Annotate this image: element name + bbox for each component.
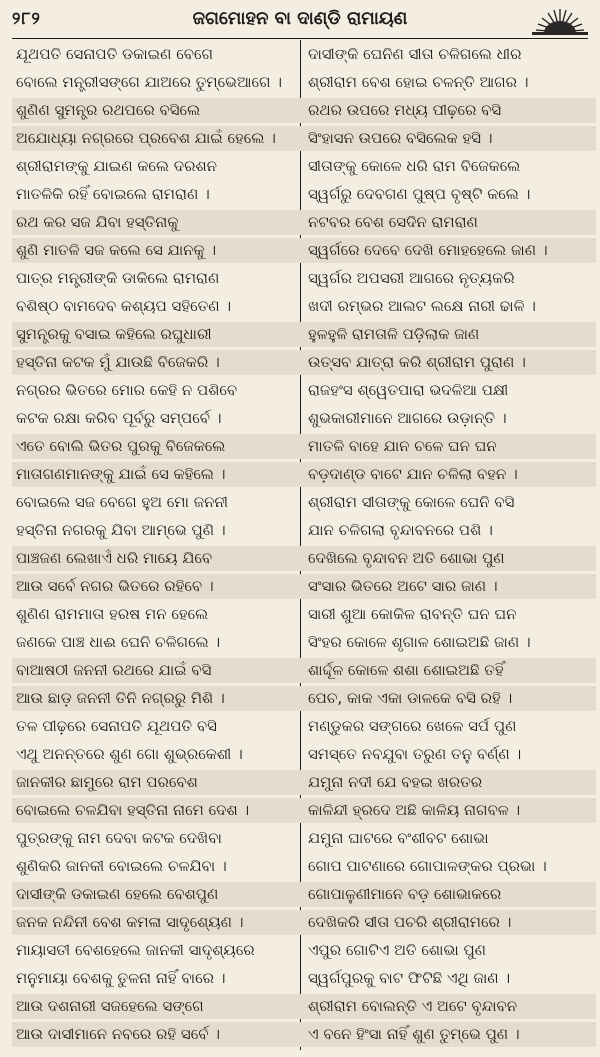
verse-line: ଜାନକୀର ଛାମୁରେ ରାମ ପରବେଶ — [12, 770, 304, 795]
running-title: ଜଗମୋହନ ବା ଦାଣ୍ଡି ରାମାୟଣ — [192, 8, 408, 29]
verse-line: ବୋଲେ ମନ୍ତ୍ରୀସଙ୍ଗେ ଯାଅରେ ତୁମ୍ଭେଆଗେ । — [16, 73, 283, 91]
verse-line: ମାତଳି ବାହେ ଯାନ ଚଳେ ଘନ ଘନ — [304, 434, 596, 459]
verse-line: ଶୁଣିଣ ସୁମନ୍ତ୍ର ରଥପରେ ବସିଲେ — [12, 98, 304, 123]
verse-line: ସାରୀ ଶୁଆ କୋକିଳ ରାବନ୍ତି ଘନ ଘନ — [308, 605, 517, 623]
verse-line: ତଳ ପୀଢ଼ରେ ସେନାପତି ଯୂଥପତି ବସି — [16, 717, 217, 735]
verse-line: ଅଯୋଧ୍ୟା ନଗ୍ରରେ ପ୍ରବେଶ ଯାଇଁ ହେଲେ । — [12, 126, 304, 151]
verse-line: ଆଉ ଛାଡ଼ ଜନନୀ ତିନି ନଗ୍ରରୁ ମିଶି । — [12, 686, 304, 711]
verse-line: ଜଣକେ ପାଞ୍ଚ ଧାଈ ଘେନି ଚଳିଗଲେ । — [16, 633, 221, 651]
verse-line: ମାତାଗଣମାନଙ୍କୁ ଯାଇଁ ସେ କହିଲେ । — [12, 462, 304, 487]
left-verse-column — [12, 42, 304, 1047]
verse-line: ସମସ୍ତେ ନବଯୁବା ତରୁଣ ତନୁ ବର୍ଣ୍ଣ । — [308, 745, 522, 763]
verse-line: ଏ ବନେ ହିଂସା ନାହିଁ ଶୁଣ ତୁମ୍ଭେ ପୁଣ । — [304, 1022, 596, 1047]
verse-line: ଜନକ ନନ୍ଦିନୀ ବେଶ କମଳା ସାଦୃଶ୍ୟେଣ । — [12, 910, 304, 935]
verse-line: ଦାସୀଙ୍କି ଡକାଇଣ ହେଲେ ବେଶପୁଣ — [12, 882, 304, 907]
header-rule — [12, 38, 588, 39]
verse-line: ହସ୍ତିନା ନଗରକୁ ଯିବା ଆମ୍ଭେ ପୁଣି । — [16, 521, 226, 539]
verse-line: ବଡ଼ଦାଣ୍ଡ ବାଟେ ଯାନ ଚଳିଲା ବହନ । — [304, 462, 596, 487]
verse-line: ନଟବର ବେଶ ସେଦିନ ରାମରାଣ — [304, 210, 596, 235]
verse-line: ପାଞ୍ଚଜଣ ଲେଖାଏଁ ଧରି ମାୟେ ଯିବେ — [12, 546, 304, 571]
verse-line: ଯୂଥପତି ସେନାପତି ଡକାଇଣ ବେଗେ — [16, 45, 214, 63]
verse-line: ପୁତ୍ରଙ୍କୁ ନାମ ଦେବା କଟକ ଦେଖିବା — [16, 829, 222, 847]
verse-line: ମାତଳିକି ରହିଁ ବୋଇଲେ ରାମରାଣ । — [16, 185, 210, 203]
verse-line: ପେଚ, କାକ ଏକା ଡାଳକେ ବସି ରହି । — [304, 686, 596, 711]
verse-line: ବାଆଷଠୀ ଜନନୀ ରଥରେ ଯାଇଁ ବସି — [12, 658, 304, 683]
verse-line: ବଶିଷ୍ଠ ବାମଦେବ କଶ୍ୟପ ସହିତେଣ । — [16, 297, 232, 315]
right-verse-column — [304, 42, 596, 1047]
verse-line: ହୁଳହୁଳି ରାମତାଳି ପଡ଼ିଲାକ ଜାଣ — [304, 322, 596, 347]
verse-line: ସିଂହାସନ ଉପରେ ବସିଲେକ ହସି । — [304, 126, 596, 151]
verse-line: ଆଉ ସର୍ବେ ନଗର ଭିତରେ ରହିବେ । — [12, 574, 304, 599]
verse-line: ମନୁମାୟା ବେଶକୁ ତୁଳନା ନାହିଁ ବାରେ । — [16, 969, 226, 987]
verse-line: ହସ୍ତିନା କଟକ ମୁଁ ଯାଉଛି ବିଜେକରି । — [12, 350, 304, 375]
verse-line: ରାଜହଂସ ଶ୍ୱେତପାରା ଭଦଳିଆ ପକ୍ଷୀ — [308, 381, 509, 399]
verse-line: ବୋଇଲେ ଚଳଯିବା ହସ୍ତିନା ନାମେ ଦେଶ । — [12, 798, 304, 823]
verse-line: ଶ୍ରୀରାମ ବୋଲନ୍ତି ଏ ଅଟେ ବୃନ୍ଦାବନ — [304, 994, 596, 1019]
rising-sun-logo-icon — [530, 6, 590, 36]
verse-line: ଶ୍ରୀରାମ ବେଶ ହୋଇ ଚଳନ୍ତି ଆଗର । — [308, 73, 529, 91]
verse-line: ମାୟାସତୀ ବେଶହେଲେ ଜାନକୀ ସାଦୃଶ୍ୟରେ — [16, 941, 255, 959]
verse-line: କଟକ ରକ୍ଷା କରିବ ପୂର୍ବରୁ ସମ୍ପର୍ବେ । — [16, 409, 222, 427]
verse-line: ଗୋପାଳୁଣୀମାନେ ବଡ଼ ଶୋଭାକରେ — [304, 882, 596, 907]
verse-line: ବୋଇଲେ ସଜ ବେଗେ ହୁଅ ମୋ ଜନନୀ — [16, 493, 229, 511]
verse-line: ଶାର୍ଦ୍ଦୂଳ କୋଳେ ଶଶା ଶୋଇଅଛି ତହିଁ — [304, 658, 596, 683]
verse-line: କାଳିନ୍ଦୀ ହ୍ରଦେ ଅଛି କାଳିୟ ନାଗବଳ । — [304, 798, 596, 823]
verse-line: ଏତେ ବୋଲି ଭିତର ପୁରକୁ ବିଜେକଲେ — [12, 434, 304, 459]
verse-line: ନଗ୍ରର ଭିତରେ ମୋର କେହି ନ ପଶିବେ — [16, 381, 238, 399]
verse-line: ରଥର ଉପରେ ମଧ୍ୟ ପୀଢ଼ରେ ବସି — [304, 98, 596, 123]
verse-line: ଆଉ ଦାସୀମାନେ ନବରେ ରହି ସର୍ବେ । — [12, 1022, 304, 1047]
verse-line: ଯମୁନା ନଦୀ ଯେ ବହଇ ଖରତର — [304, 770, 596, 795]
verse-line: ଏପୁର ଗୋଟିଏ ଅତି ଶୋଭା ପୁଣ — [308, 941, 487, 959]
verse-line: ମଣ୍ଡୁକର ସଙ୍ଗରେ ଖେଳେ ସର୍ପ ପୁଣ — [308, 717, 517, 735]
verse-line: ଶୁଣି ମାତଳି ସଜ କଲେ ସେ ଯାନକୁ । — [12, 238, 304, 263]
verse-line: ଶୁଣିକରି ଜାନକୀ ବୋଇଲେ ଚଳଯିବା । — [16, 857, 227, 875]
verse-line: ଏଥୁ ଅନନ୍ତରେ ଶୁଣ ଗୋ ଶୁଭ୍ରକେଶୀ । — [16, 745, 243, 763]
verse-line: ସ୍ୱର୍ଗପୁରକୁ ବାଟ ଫିଟିଛି ଏଥି ଜାଣ । — [308, 969, 511, 987]
verse-line: ସ୍ୱର୍ଗରେ ଦେବେ ଦେଖି ମୋହହେଲେ ଜାଣ । — [304, 238, 596, 263]
verse-line: ସ୍ୱର୍ଗରୁ ଦେବଗଣ ପୁଷ୍ପ ବୃଷ୍ଟି କଲେ । — [308, 185, 531, 203]
verse-line: ଶ୍ରୀରାମଙ୍କୁ ଯାଇଣ କଲେ ଦରଶନ — [16, 157, 217, 175]
page-header — [0, 0, 600, 40]
verse-line: ଗୋପ ପାଟଣାରେ ଗୋପାଳଙ୍କର ପ୍ରଭା । — [308, 857, 547, 875]
verse-line: ଯାନ ଚଳିଗଲା ବୃନ୍ଦାବନରେ ପଶି । — [308, 521, 493, 539]
verse-line: ସୁମନ୍ତ୍ରକୁ ବସାଇ କହିଲେ ରଘୁଧାରୀ — [12, 322, 304, 347]
verse-line: ଶ୍ରୀରାମ ସୀତାଙ୍କୁ କୋଳେ ଘେନି ବସି — [308, 493, 515, 511]
verse-line: ସିଂହର କୋଳେ ଶୃଗାଳ ଶୋଇଅଛି ଜାଣ । — [308, 633, 531, 651]
verse-line: ଶୁଣିଣ ରାମମାତା ହରଷ ମନ ହେଲେ — [16, 605, 209, 623]
verse-line: ଶୁଭକାରୀମାନେ ଆଗରେ ଉଡ଼ାନ୍ତି । — [308, 409, 507, 427]
verse-line: ସୀତାଙ୍କୁ କୋଳେ ଧରି ରାମ ବିଜେକଲେ — [308, 157, 521, 175]
verse-line: ରଥ କର ସଜ ଯିବା ହସ୍ତିନାକୁ — [12, 210, 304, 235]
verse-line: ସଂସାର ଭିତରେ ଅଟେ ସାର ଜାଣ । — [304, 574, 596, 599]
verse-line: ଉତ୍ସବ ଯାତ୍ରା କରି ଶ୍ରୀରାମ ପୁରାଣ । — [304, 350, 596, 375]
verse-line: ପାତ୍ର ମନ୍ତ୍ରୀଙ୍କି ଡାକିଲେ ରାମରାଣ — [16, 269, 220, 287]
verse-line: ସ୍ୱର୍ଗର ଅପସରୀ ଆଗରେ ନୃତ୍ୟକରି — [308, 269, 515, 287]
verse-line: ଖଦୀ ରମ୍ଭର ଆଲଟ ଲକ୍ଷେ ନାରୀ ଢାଳି । — [308, 297, 536, 315]
verse-line: ଯମୁନା ଘାଟରେ ବଂଶୀବଟ ଶୋଭା — [308, 829, 489, 847]
page-number: ୨୮୨ — [12, 9, 41, 29]
verse-line: ଦାସୀଙ୍କି ଘେନିଣ ସୀତା ଚଳିଗଲେ ଧୀର — [308, 45, 522, 63]
verse-line: ଆଉ ଦଶନାରୀ ସଜହେଲେ ସଙ୍ଗେ — [12, 994, 304, 1019]
verse-line: ଦେଖିକରି ସୀତା ପଚରି ଶ୍ରୀରାମରେ । — [304, 910, 596, 935]
verse-line: ଦେଖିଲେ ବୃନ୍ଦାବନ ଅତି ଶୋଭା ପୁଣ — [304, 546, 596, 571]
